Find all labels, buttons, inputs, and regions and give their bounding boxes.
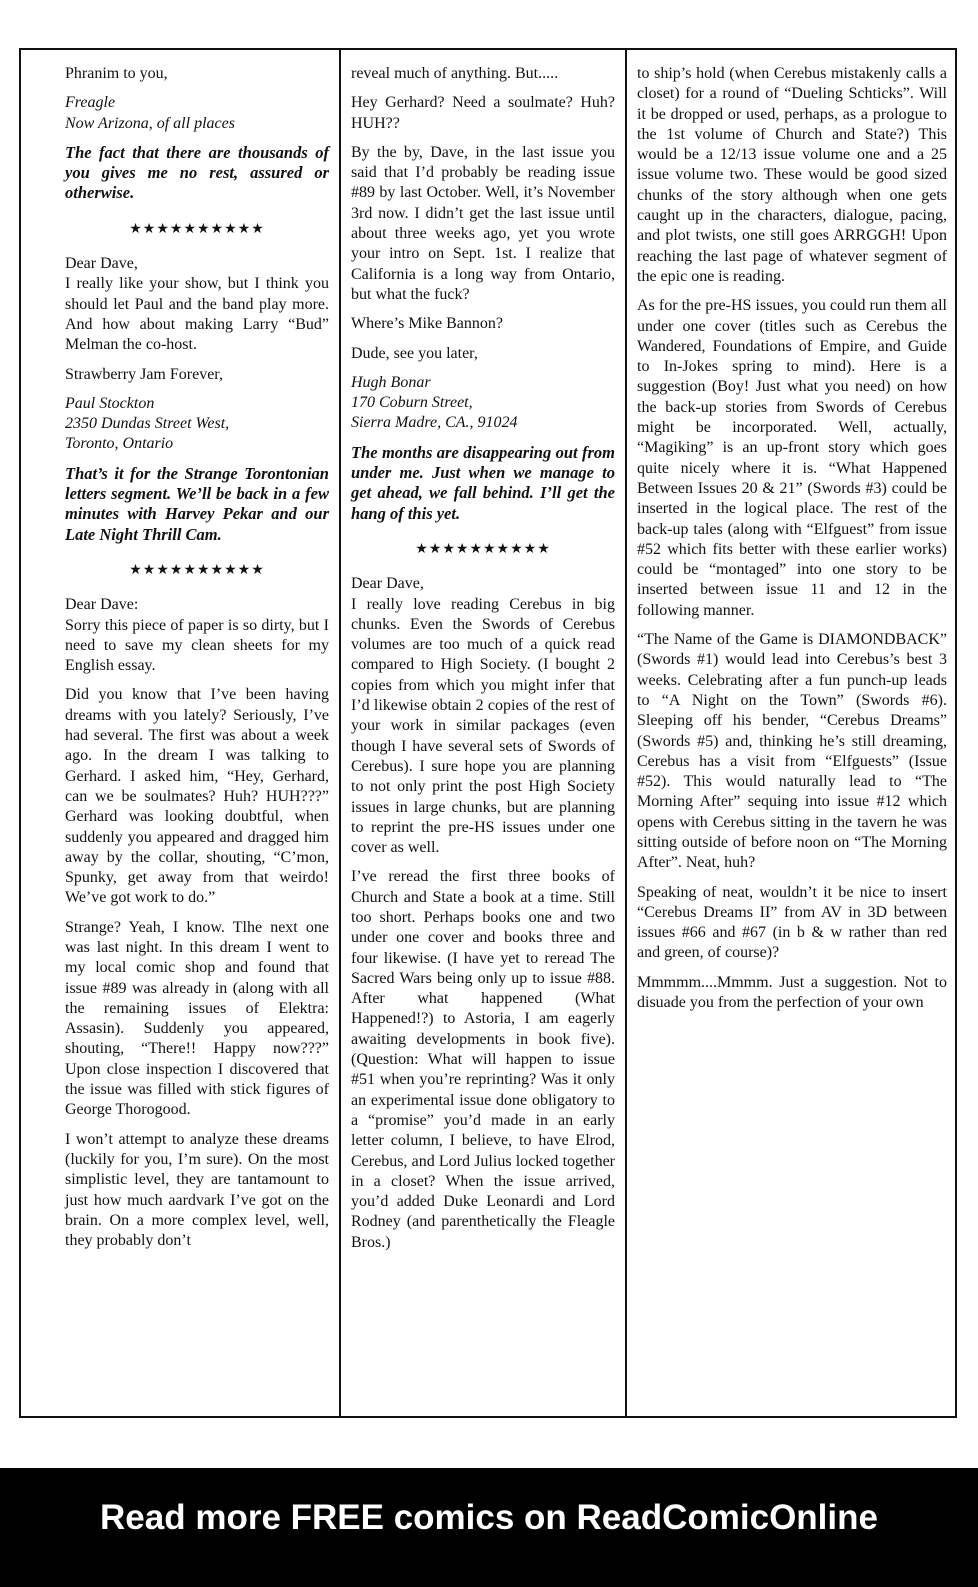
- section-divider: ★★★★★★★★★★: [129, 562, 265, 578]
- letters-column-2: [339, 50, 625, 1416]
- section-divider: ★★★★★★★★★★: [415, 541, 551, 557]
- signature-name: Hugh Bonar: [351, 373, 431, 391]
- letter-signature: [351, 373, 615, 434]
- signature-name: Freagle: [65, 94, 116, 112]
- letter-signature: [65, 394, 329, 455]
- letter-body: I really love reading Cerebus in big chunks. Even the Swords of Cerebus volumes are too much of a quick read compared to High Society. (I bought 2 copies from which you might infer that I’d likewise obtain 2 copies of the rest of your work in similar packages (even though I have several sets of Swords of Cerebus). I sure hope you are planning to not only print the post High Society issues in large chunks, but are planning to reprint the pre-HS issues under one cover as well.: [351, 595, 615, 857]
- signature-name: Paul Stockton: [65, 394, 155, 412]
- letter-body: Speaking of neat, wouldn’t it be nice to insert “Cerebus Dreams II” from AV in 3D between issues #66 and #67 (in b & w rather than red and green, of course)?: [637, 883, 947, 962]
- letter-greeting: Dear Dave,: [65, 255, 138, 273]
- section-divider: ★★★★★★★★★★: [129, 221, 265, 237]
- letter-body: “The Name of the Game is DIAMONDBACK” (Swords #1) would lead into Cerebus’s best 3 weeks. Celebrating after a fun punch-up leads to “A Night on the Town” (Swords #6). Sleeping off his bender, “Cerebus Dreams” (Swords #5) and, thinking he’s still dreaming, Cerebus has a visit from “Elfguests” (Issue #52). This would naturally lead to “The Morning After” sequing into issue #12 which opens with Cerebus sitting in the tavern he was sitting outside of before noon on “The Morning After”. Neat, huh?: [637, 631, 947, 872]
- letter-body: By the by, Dave, in the last issue you said that I’d probably be reading issue #89 by last October. Well, it’s November 3rd now. I didn’t get the last issue until about three weeks ago, yet you wrote your intro on Sept. 1st. I realize that California is a long way from Ontario, but what the fuck?: [351, 143, 615, 303]
- letter-body: Hey Gerhard? Need a soulmate? Huh? HUH??: [351, 94, 615, 132]
- signature-city: Sierra Madre, CA., 91024: [351, 414, 518, 432]
- editor-reply: The months are disappearing out from under me. Just when we manage to get ahead, we fall behind. I’ll get the hang of this yet.: [351, 442, 615, 523]
- letter-body: I really like your show, but I think you should let Paul and the band play more. And how about making Larry “Bud” Melman the co-host.: [65, 275, 329, 354]
- letter-greeting: Dear Dave,: [351, 575, 424, 593]
- signature-location: Now Arizona, of all places: [65, 114, 235, 132]
- editor-reply: That’s it for the Strange Torontonian letters segment. We’ll be back in a few minutes with Harvey Pekar and our Late Night Thrill Cam.: [65, 463, 329, 544]
- letter-body: Mmmmm....Mmmm. Just a suggestion. Not to disuade you from the perfection of your own: [637, 973, 947, 1012]
- letter-body: I won’t attempt to analyze these dreams (luckily for you, I’m sure). On the most simplistic level, they are tantamount to just how much aardvark I’ve got on the brain. On a more complex level, well, they probably don’t: [65, 1130, 329, 1250]
- signature-city: Toronto, Ontario: [65, 435, 174, 453]
- letters-page: [19, 48, 957, 1418]
- letter-body: Did you know that I’ve been having dreams with you lately? Seriously, I’ve had several. The first was about a week ago. In the dream I was talking to Gerhard. I asked him, “Hey, Gerhard, can we be soulmates? Huh? HUH???” Gerhard was looking doubtful, when suddenly you appeared and dragged him away by the collar, shouting, “C’mon, Spunky, get away from that weirdo! We’ve got work to do.”: [65, 686, 329, 907]
- letters-column-1: [21, 50, 339, 1416]
- letter-closing: Phranim to you,: [65, 65, 168, 82]
- letter-greeting: Dear Dave:: [65, 596, 139, 614]
- letter-closing: Strawberry Jam Forever,: [65, 365, 223, 383]
- letter-body: to ship’s hold (when Cerebus mistakenly calls a closet) for a round of “Dueling Schticks”. Will it be dropped or used, perhaps, as a prologue to the 1st volume of Church and State?) This would be a 12/13 issue volume one and a 25 issue volume two. These would be good sized chunks of the story although when one gets caught up in the characters, dialogue, pacing, and plot twists, one still goes ARRGGH! Upon reaching the last page of whatever segment of the epic one is reading.: [637, 65, 947, 285]
- letter-body: Where’s Mike Bannon?: [351, 315, 503, 333]
- letter-closing: Dude, see you later,: [351, 344, 478, 362]
- letter-body: As for the pre-HS issues, you could run them all under one cover (titles such as Cerebus the Wandered, Foundations of Empire, and Guide to In-Jokes spring to mind). Here is a suggestion (Boy! Just what you need) on how the back-up stories from Swords of Cerebus might be incorporated. Well, actually, “Magiking” is an up-front story which goes quite nicely where it is. “What Happened Between Issues 20 & 21” (Swords #3) could be inserted in the logical place. The rest of the back-up tales (along with “Elfguest” from issue #52 which fits better with these earlier works) could be “montaged” into one story to be inserted between issue 11 and 12 in the following manner.: [637, 297, 947, 619]
- letter-body: I’ve reread the first three books of Church and State a book at a time. Still too short. Perhaps books one and two under one cover and books three and four likewise. (I have yet to reread The Sacred Wars being only up to issue #88. After what happened (What Happened!?) to Astoria, I am eagerly awaiting developments in book five). (Question: What will happen to issue #51 when you’re reprinting? Was it only an experimental issue done obligatory to a “promise” you’d made in an early letter column, I believe, to have Elrod, Cerebus, and Lord Julius locked together in a closet? When the issue arrived, you’d added Duke Leonardi and Lord Rodney (and parenthetically the Fleagle Bros.): [351, 868, 615, 1251]
- letter-signature: [65, 93, 329, 134]
- letter-body: Sorry this piece of paper is so dirty, but I need to save my clean sheets for my English essay.: [65, 616, 329, 675]
- letters-column-3: [625, 50, 957, 1416]
- letter-body: Strange? Yeah, I know. Tlhe next one was last night. In this dream I went to my local comic shop and found that issue #89 was already in (along with all the remaining issues of Elektra: Assasin). Suddenly you appeared, shouting, “There!! Happy now???” Upon close inspection I discovered that the issue was filled with stick figures of George Thorogood.: [65, 918, 329, 1119]
- signature-street: 170 Coburn Street,: [351, 394, 473, 412]
- letter-body: reveal much of anything. But.....: [351, 65, 559, 82]
- editor-reply: The fact that there are thousands of you gives me no rest, assured or otherwise.: [65, 142, 329, 203]
- signature-street: 2350 Dundas Street West,: [65, 415, 230, 433]
- promo-banner-text: Read more FREE comics on ReadComicOnline: [100, 1498, 878, 1537]
